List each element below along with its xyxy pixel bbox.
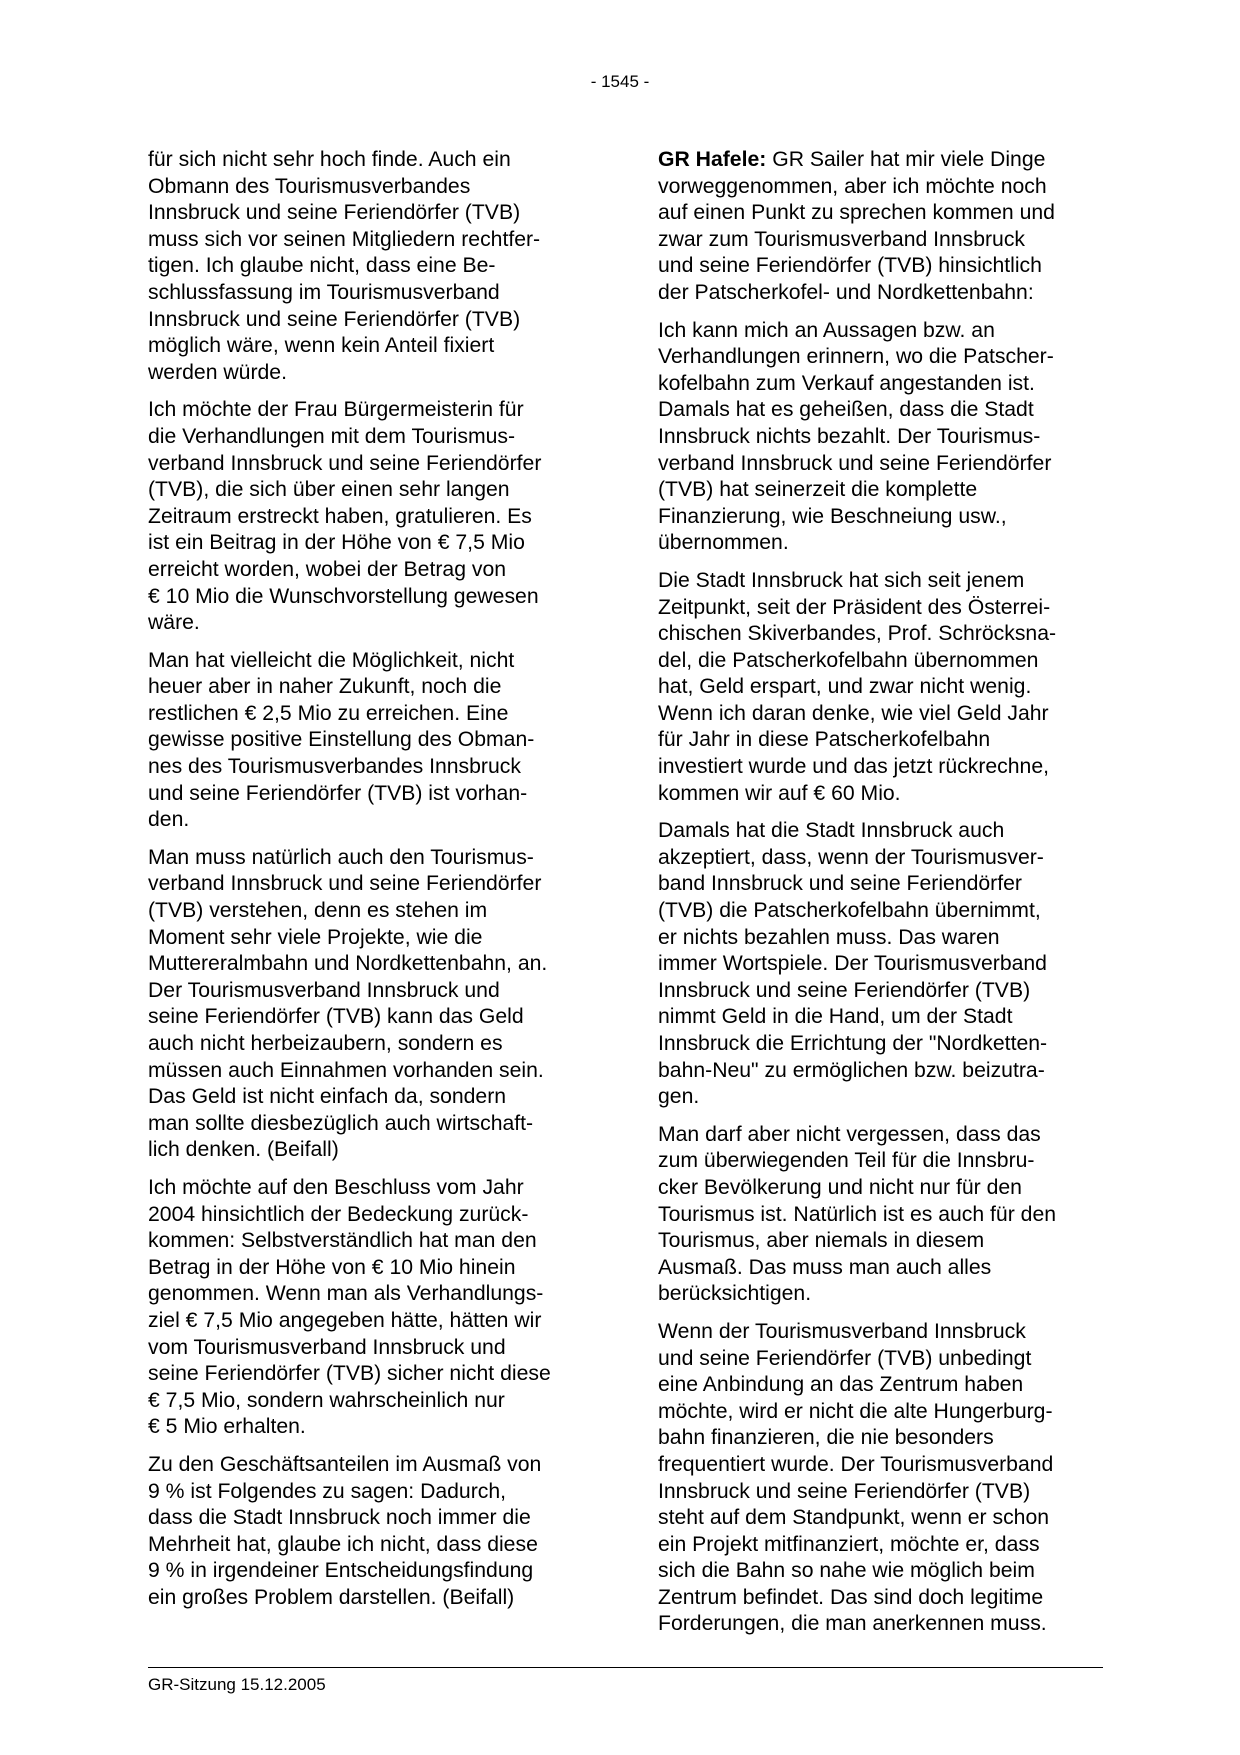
speaker-paragraph — [658, 147, 1106, 307]
paragraph: Die Stadt Innsbruck hat sich seit jenem Zeitpunkt, seit der Präsident des Österrei- chischen Skiverbandes, Prof. Schröcksna- del, die Patscherkofelbahn übernommen hat, Geld erspart, und zwar nicht wenig. Wenn ich daran denke, wie viel Geld Jahr für Jahr in diese Patscherkofelbahn investiert wurde und das jetzt rückrechne, kommen wir auf € 60 Mio. — [658, 568, 1057, 805]
left-column — [148, 147, 603, 1622]
speaker-statement: GR Sailer hat mir viele Dinge vorweggenommen, aber ich möchte noch auf einen Punkt zu sprechen kommen und zwar zum Tourismusverband Innsbruck und seine Feriendörfer (TVB) hinsichtlich der Patscherkofel- und Nordkettenbahn: — [658, 148, 1055, 304]
paragraph: Man darf aber nicht vergessen, dass das zum überwiegenden Teil für die Innsbru- cker Bevölkerung und nicht nur für den Tourismus ist. Natürlich ist es auch für den Tourismus, aber niemals in diesem Ausmaß. Das muss man auch alles berücksichtigen. — [658, 1122, 1057, 1306]
footer-session-label: GR-Sitzung 15.12.2005 — [148, 1675, 326, 1694]
paragraph: Zu den Geschäftsanteilen im Ausmaß von 9 % ist Folgendes zu sagen: Dadurch, dass die Stadt Innsbruck noch immer die Mehrheit hat, glaube ich nicht, dass diese 9 % in irgendeiner Entscheidungsfindung ein großes Problem darstellen. (Beifall) — [148, 1452, 542, 1609]
paragraph: Man hat vielleicht die Möglichkeit, nicht heuer aber in naher Zukunft, noch die restlichen € 2,5 Mio zu erreichen. Eine gewisse positive Einstellung des Obman- nes des Tourismusverbandes Innsbruck und seine Feriendörfer (TVB) ist vorhan- den. — [148, 648, 535, 832]
footer-divider — [148, 1667, 1103, 1668]
right-column — [658, 147, 1106, 1649]
paragraph: Wenn der Tourismusverband Innsbruck und seine Feriendörfer (TVB) unbedingt eine Anbindung an das Zentrum haben möchte, wird er nicht die alte Hungerburg- bahn finanzieren, die nie besonders frequentiert wurde. Der Tourismusverband Innsbruck und seine Feriendörfer (TVB) steht auf dem Standpunkt, wenn er schon ein Projekt mitfinanziert, möchte er, dass sich die Bahn so nahe wie möglich beim Zentrum befindet. Das sind doch legitime Forderungen, die man anerkennen muss. — [658, 1319, 1054, 1636]
paragraph: Ich möchte der Frau Bürgermeisterin für die Verhandlungen mit dem Tourismus- verband Innsbruck und seine Feriendörfer (TVB), die sich über einen sehr langen Zeitraum erstreckt haben, gratulieren. Es ist ein Beitrag in der Höhe von € 7,5 Mio erreicht worden, wobei der Betrag von € 10 Mio die Wunschvorstellung gewesen wäre. — [148, 398, 542, 635]
paragraph: Ich möchte auf den Beschluss vom Jahr 2004 hinsichtlich der Bedeckung zurück- kommen: Selbstverständlich hat man den Betrag in der Höhe von € 10 Mio hinein genommen. Wenn man als Verhandlungs- ziel € 7,5 Mio angegeben hätte, hätten wir vom Tourismusverband Innsbruck und seine Feriendörfer (TVB) sicher nicht diese € 7,5 Mio, sondern wahrscheinlich nur € 5 Mio erhalten. — [148, 1175, 551, 1439]
paragraph: Ich kann mich an Aussagen bzw. an Verhandlungen erinnern, wo die Patscher- kofelbahn zum Verkauf angestanden ist. Damals hat es geheißen, dass die Stadt Innsbruck nichts bezahlt. Der Tourismus- verband Innsbruck und seine Feriendörfer (TVB) hat seinerzeit die komplette Finanzierung, wie Beschneiung usw., übernommen. — [658, 318, 1054, 555]
page-number: - 1545 - — [590, 72, 650, 91]
paragraph: Damals hat die Stadt Innsbruck auch akzeptiert, dass, wenn der Tourismusver- band Innsbruck und seine Feriendörfer (TVB) die Patscherkofelbahn übernimmt, er nichts bezahlen muss. Das waren immer Wortspiele. Der Tourismusverband Innsbruck und seine Feriendörfer (TVB) nimmt Geld in die Hand, um der Stadt Innsbruck die Errichtung der "Nordketten- bahn-Neu" zu ermöglichen bzw. beizutra- gen. — [658, 819, 1048, 1109]
speaker-name: GR Hafele: — [658, 148, 767, 171]
paragraph: Man muss natürlich auch den Tourismus- verband Innsbruck und seine Feriendörfer (TVB) verstehen, denn es stehen im Moment sehr viele Projekte, wie die Muttereralmbahn und Nordkettenbahn, an. Der Tourismusverband Innsbruck und seine Feriendörfer (TVB) kann das Geld auch nicht herbeizaubern, sondern es müssen auch Einnahmen vorhanden sein. Das Geld ist nicht einfach da, sondern man sollte diesbezüglich auch wirtschaft- lich denken. (Beifall) — [148, 845, 548, 1162]
paragraph: für sich nicht sehr hoch finde. Auch ein Obmann des Tourismusverbandes Innsbruck und seine Feriendörfer (TVB) muss sich vor seinen Mitgliedern rechtfer- tigen. Ich glaube nicht, dass eine Be- schlussfassung im Tourismusverband Innsbruck und seine Feriendörfer (TVB) möglich wäre, wenn kein Anteil fixiert werden würde. — [148, 148, 541, 384]
